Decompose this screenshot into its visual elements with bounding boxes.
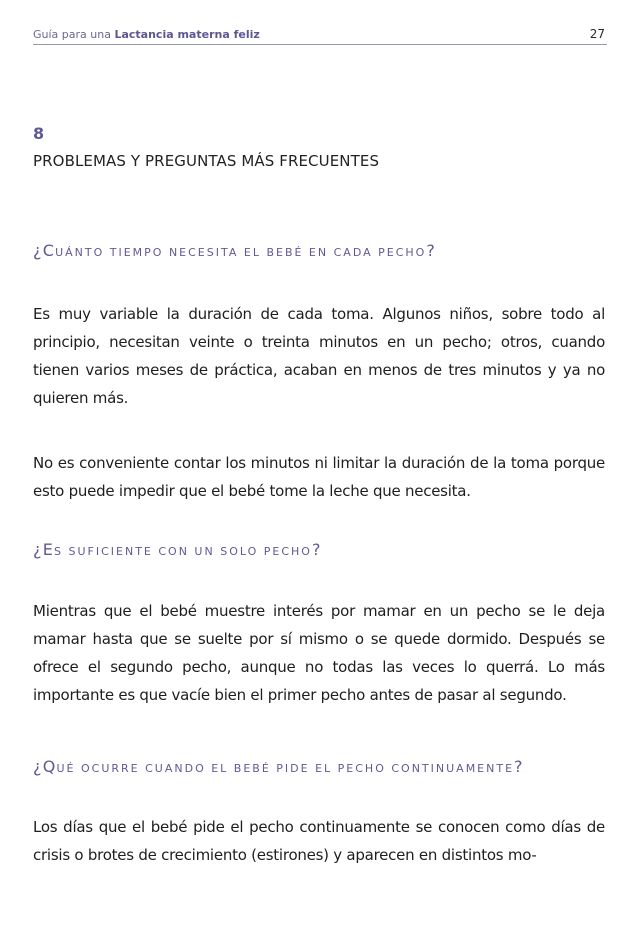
question-close-mark: ? xyxy=(514,757,524,776)
question-text: UÉ OCURRE CUANDO EL BEBÉ PIDE EL PECHO CONTINUAMENTE xyxy=(56,762,515,775)
question-capital: Q xyxy=(42,757,57,776)
question-open-mark: ¿ xyxy=(33,757,43,776)
question-text: UÁNTO TIEMPO NECESITA EL BEBÉ EN CADA PECHO xyxy=(55,246,427,259)
paragraph: Mientras que el bebé muestre interés por mamar en un pecho se le deja mamar hasta que se suelte por sí mismo o se quede dormido. Después se ofrece el segundo pecho, aunque no todas las veces lo querrá. Lo más importante es que vacíe bien el primer pecho antes de pasar al segundo. xyxy=(33,602,605,704)
paragraph: Los días que el bebé pide el pecho continuamente se conocen como días de crisis o brotes de crecimiento (estirones) y aparecen en distintos mo- xyxy=(33,818,605,864)
question-close-mark: ? xyxy=(311,540,322,559)
page-number: 27 xyxy=(589,27,605,41)
question-close-mark: ? xyxy=(426,241,437,260)
question-capital: C xyxy=(42,241,56,260)
section-heading xyxy=(33,540,613,559)
running-title-strong: Lactancia materna feliz xyxy=(114,28,260,41)
section-heading xyxy=(33,757,613,776)
question-capital: E xyxy=(42,540,55,559)
chapter-number: 8 xyxy=(33,124,45,143)
running-title-prefix: Guía para una xyxy=(33,28,115,41)
paragraph: Es muy variable la duración de cada toma. Algunos niños, sobre todo al principio, necesitan veinte o treinta minutos en un pecho; otros, cuando tienen varios meses de práctica, acaban en menos de tres minutos y ya no quieren más. xyxy=(33,305,605,407)
paragraph: No es conveniente contar los minutos ni limitar la duración de la toma porque esto puede impedir que el bebé tome la leche que necesita. xyxy=(33,454,605,500)
running-title xyxy=(33,28,260,41)
question-open-mark: ¿ xyxy=(33,540,43,559)
section-heading xyxy=(33,241,613,260)
question-open-mark: ¿ xyxy=(33,241,43,260)
question-text: S SUFICIENTE CON UN SOLO PECHO xyxy=(54,545,312,558)
chapter-title: PROBLEMAS Y PREGUNTAS MÁS FRECUENTES xyxy=(33,152,380,170)
page-header xyxy=(33,28,607,45)
